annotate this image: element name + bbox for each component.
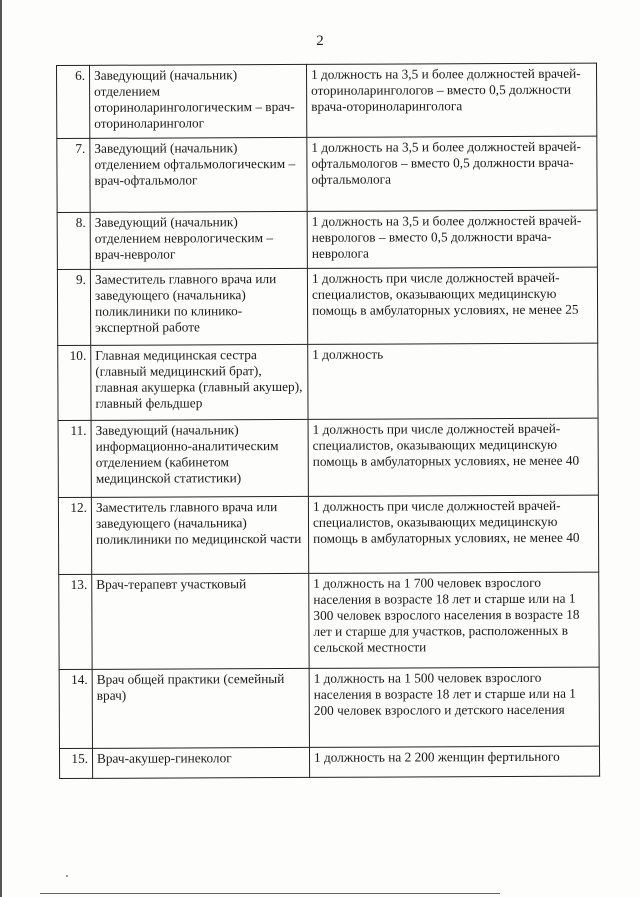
table-row <box>58 343 598 420</box>
table-row <box>57 63 597 138</box>
scan-speck <box>66 875 68 877</box>
row-number: 10. <box>58 345 91 420</box>
position-title: Заведующий (начальник) отделением офтальмологическим – врач-офтальмолог <box>90 137 307 212</box>
row-number: 7. <box>57 138 90 212</box>
page-number: 2 <box>316 33 324 49</box>
table-row <box>57 210 597 269</box>
row-number: 15. <box>59 748 92 778</box>
table-row <box>58 495 598 574</box>
staffing-norm: 1 должность на 3,5 и более должностей врачей-неврологов – вместо 0,5 должности врача-невролога <box>307 210 597 268</box>
staffing-norm: 1 должность при числе должностей врачей-специалистов, оказывающих медицинскую помощь в амбулаторных условиях, не менее 40 <box>308 495 598 573</box>
position-title: Заведующий (начальник) отделением неврологическим – врач-невролог <box>90 211 307 269</box>
table-row <box>59 746 599 778</box>
row-number: 6. <box>57 65 90 138</box>
staffing-norm: 1 должность на 1 500 человек взрослого населения в возрасте 18 лет и старше или на 1 200 человек взрослого и детского населения <box>309 667 599 747</box>
row-number: 14. <box>59 669 92 748</box>
staffing-norm: 1 должность на 3,5 и более должностей врачей-офтальмологов – вместо 0,5 должности врача-офтальмолога <box>307 136 597 211</box>
position-title: Заведующий (начальник) отделением оториноларингологическим – врач-оториноларинголог <box>90 64 307 138</box>
position-title: Врач-терапевт участковый <box>92 573 309 669</box>
staffing-norm: 1 должность на 2 200 женщин фертильного <box>309 746 599 777</box>
position-title: Врач общей практики (семейный врач) <box>92 668 309 748</box>
row-number: 8. <box>57 212 90 269</box>
scan-bottom-edge <box>40 893 500 894</box>
row-number: 9. <box>57 269 90 345</box>
table-row <box>59 667 599 748</box>
row-number: 12. <box>58 497 91 574</box>
staffing-norm: 1 должность на 3,5 и более должностей врачей-оториноларингологов – вместо 0,5 должности врача-оториноларинголога <box>306 63 596 137</box>
table-row <box>58 418 598 497</box>
staffing-norm: 1 должность при числе должностей врачей-специалистов, оказывающих медицинскую помощь в амбулаторных условиях, не менее 40 <box>308 418 598 496</box>
staffing-norm: 1 должность на 1 700 человек взрослого населения в возрасте 18 лет и старше или на 1 300 человек взрослого населения в возрасте 18 лет и старше для участков, расположенных в сельской местности <box>309 572 599 668</box>
table-row <box>57 267 597 345</box>
position-title: Врач-акушер-гинеколог <box>92 747 309 778</box>
position-title: Заместитель главного врача или заведующего (начальника) поликлиники по клинико-экспертной работе <box>90 268 307 345</box>
scan-left-edge <box>0 0 2 897</box>
row-number: 11. <box>58 420 91 497</box>
table-row <box>57 136 597 212</box>
position-title: Заведующий (начальник) информационно-аналитическим отделением (кабинетом медицинской статистики) <box>91 419 308 497</box>
table-row <box>59 572 599 669</box>
staffing-norms-table <box>56 63 600 779</box>
position-title: Заместитель главного врача или заведующего (начальника) поликлиники по медицинской части <box>91 496 308 574</box>
staffing-norm: 1 должность при числе должностей врачей-специалистов, оказывающих медицинскую помощь в амбулаторных условиях, не менее 25 <box>307 267 597 344</box>
position-title: Главная медицинская сестра (главный медицинский брат), главная акушерка (главный акушер), главный фельдшер <box>91 344 308 420</box>
staffing-norm: 1 должность <box>308 343 598 419</box>
row-number: 13. <box>59 574 92 669</box>
